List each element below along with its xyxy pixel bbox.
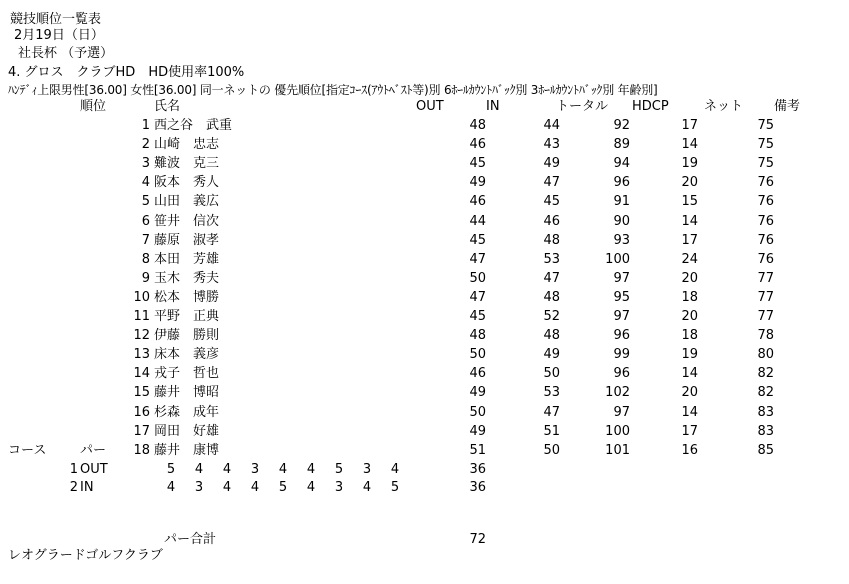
in-score-cell: 46: [543, 213, 560, 229]
in-score-cell: 53: [543, 251, 560, 267]
net-score-cell: 82: [757, 366, 774, 382]
in-score-cell: 52: [543, 309, 560, 324]
in-score-cell: 48: [543, 289, 560, 305]
player-name-cell: 本田 芳雄: [154, 251, 220, 267]
out-score-cell: 46: [469, 194, 486, 210]
hdcp-cell: 18: [681, 289, 698, 305]
hdcp-cell: 19: [681, 156, 698, 172]
net-score-cell: 78: [757, 328, 774, 344]
hdcp-cell: 20: [681, 175, 698, 191]
in-score-cell: 43: [543, 137, 560, 153]
player-name-cell: 松本 博勝: [154, 289, 220, 305]
course-name: OUT: [80, 462, 108, 477]
event-name: 社長杯 （予選）: [18, 46, 114, 61]
net-score-cell: 75: [757, 137, 774, 153]
hdcp-cell: 19: [681, 347, 698, 363]
hole-par-cell: 4: [362, 480, 372, 495]
total-score-cell: 96: [613, 366, 630, 382]
net-score-cell: 76: [757, 175, 774, 191]
in-score-cell: 47: [543, 175, 560, 191]
hole-par-cell: 4: [306, 462, 316, 477]
hdcp-cell: 20: [681, 385, 698, 401]
in-score-cell: 53: [543, 385, 560, 401]
player-name-cell: 笹井 信次: [154, 213, 220, 229]
course-par-total: 36: [469, 462, 486, 477]
hole-par-cell: 4: [278, 462, 288, 477]
out-score-cell: 50: [469, 404, 486, 420]
player-name-cell: 阪本 秀人: [154, 175, 220, 191]
col-header-note: 備考: [774, 99, 801, 114]
total-score-cell: 94: [613, 156, 630, 172]
course-par-total: 36: [469, 480, 486, 495]
hdcp-cell: 14: [681, 404, 698, 420]
player-name-cell: 山田 義広: [154, 194, 220, 210]
in-score-cell: 50: [543, 442, 560, 458]
scoring-format: 4. グロス クラブHD HD使用率100%: [8, 65, 245, 80]
hdcp-cell: 17: [681, 118, 698, 133]
net-score-cell: 82: [757, 385, 774, 401]
net-score-cell: 77: [757, 270, 774, 286]
rank-cell: 4: [141, 175, 150, 191]
hole-par-cell: 4: [166, 480, 176, 495]
event-date: 2月19日（日）: [14, 28, 104, 43]
hole-par-cell: 3: [362, 462, 372, 477]
par-label: パー: [80, 443, 107, 458]
rank-cell: 10: [133, 289, 150, 305]
total-score-cell: 90: [613, 213, 630, 229]
player-name-cell: 山崎 忠志: [154, 137, 220, 153]
player-name-cell: 西之谷 武重: [154, 118, 233, 133]
col-header-hdcp: HDCP: [632, 99, 669, 114]
player-name-cell: 難波 克三: [154, 156, 220, 172]
hdcp-cell: 17: [681, 423, 698, 439]
hdcp-cell: 18: [681, 328, 698, 344]
total-score-cell: 97: [613, 309, 630, 324]
player-name-cell: 伊藤 勝則: [154, 328, 220, 344]
hole-par-cell: 4: [222, 462, 232, 477]
rank-cell: 3: [141, 156, 150, 172]
hole-par-cell: 5: [334, 462, 344, 477]
hole-par-cell: 5: [166, 462, 176, 477]
player-name-cell: 藤原 淑孝: [154, 232, 220, 248]
total-score-cell: 93: [613, 232, 630, 248]
rank-cell: 8: [141, 251, 150, 267]
net-score-cell: 83: [757, 404, 774, 420]
rank-cell: 2: [141, 137, 150, 153]
handicap-rules: ﾊﾝﾃﾞｨ上限男性[36.00] 女性[36.00] 同一ネットの 優先順位[指定ｺｰｽ(ｱｳﾄﾍﾞｽﾄ等)別 6ﾎｰﾙｶｳﾝﾄﾊﾞｯｸ別 3ﾎｰﾙｶｳﾝﾄﾊﾞｯｸ別 年齢別]: [8, 83, 658, 97]
rank-cell: 13: [133, 347, 150, 363]
rank-cell: 15: [133, 385, 150, 401]
rank-cell: 9: [141, 270, 150, 286]
in-score-cell: 45: [543, 194, 560, 210]
total-score-cell: 100: [605, 423, 630, 439]
hole-par-cell: 5: [390, 480, 400, 495]
course-label: コース: [8, 443, 47, 458]
net-score-cell: 85: [757, 442, 774, 458]
net-score-cell: 77: [757, 289, 774, 305]
hole-par-cell: 4: [306, 480, 316, 495]
col-header-net: ネット: [704, 99, 744, 114]
total-score-cell: 102: [605, 385, 630, 401]
rank-cell: 16: [133, 404, 150, 420]
col-header-rank: 順位: [80, 99, 107, 114]
rank-cell: 14: [133, 366, 150, 382]
in-score-cell: 44: [543, 118, 560, 133]
in-score-cell: 48: [543, 328, 560, 344]
rank-cell: 7: [141, 232, 150, 248]
player-name-cell: 杉森 成年: [154, 404, 220, 420]
hole-par-cell: 4: [390, 462, 400, 477]
in-score-cell: 50: [543, 366, 560, 382]
net-score-cell: 76: [757, 213, 774, 229]
net-score-cell: 75: [757, 118, 774, 133]
hole-par-cell: 3: [334, 480, 344, 495]
net-score-cell: 76: [757, 232, 774, 248]
total-score-cell: 101: [605, 442, 630, 458]
rank-cell: 6: [141, 213, 150, 229]
hole-par-cell: 3: [250, 462, 260, 477]
out-score-cell: 50: [469, 347, 486, 363]
net-score-cell: 80: [757, 347, 774, 363]
total-score-cell: 97: [613, 270, 630, 286]
rank-cell: 17: [133, 423, 150, 439]
report-title: 競技順位一覧表: [10, 12, 102, 27]
net-score-cell: 77: [757, 309, 774, 324]
hdcp-cell: 16: [681, 442, 698, 458]
net-score-cell: 83: [757, 423, 774, 439]
player-name-cell: 戎子 哲也: [154, 366, 220, 382]
player-name-cell: 床本 義彦: [154, 347, 220, 363]
total-score-cell: 96: [613, 328, 630, 344]
total-score-cell: 95: [613, 289, 630, 305]
hdcp-cell: 14: [681, 213, 698, 229]
player-name-cell: 岡田 好雄: [154, 423, 220, 439]
hdcp-cell: 20: [681, 309, 698, 324]
col-header-total: トータル: [556, 99, 609, 114]
out-score-cell: 47: [469, 289, 486, 305]
hole-par-cell: 4: [194, 462, 204, 477]
rank-cell: 18: [133, 442, 150, 458]
hole-par-cell: 5: [278, 480, 288, 495]
total-score-cell: 91: [613, 194, 630, 210]
in-score-cell: 47: [543, 404, 560, 420]
par-total-label: パー合計: [164, 532, 217, 547]
total-score-cell: 92: [613, 118, 630, 133]
hole-par-cell: 4: [222, 480, 232, 495]
out-score-cell: 47: [469, 251, 486, 267]
total-score-cell: 96: [613, 175, 630, 191]
out-score-cell: 51: [469, 442, 486, 458]
rank-cell: 1: [141, 118, 150, 133]
out-score-cell: 44: [469, 213, 486, 229]
in-score-cell: 49: [543, 347, 560, 363]
in-score-cell: 49: [543, 156, 560, 172]
out-score-cell: 49: [469, 423, 486, 439]
out-score-cell: 49: [469, 385, 486, 401]
col-header-name: 氏名: [154, 99, 181, 114]
in-score-cell: 48: [543, 232, 560, 248]
total-score-cell: 97: [613, 404, 630, 420]
hdcp-cell: 14: [681, 366, 698, 382]
out-score-cell: 46: [469, 366, 486, 382]
col-header-in: IN: [486, 99, 500, 114]
player-name-cell: 藤井 博昭: [154, 385, 220, 401]
out-score-cell: 48: [469, 328, 486, 344]
net-score-cell: 76: [757, 194, 774, 210]
course-number: 1: [69, 462, 78, 477]
total-score-cell: 100: [605, 251, 630, 267]
golf-club-name: レオグラードゴルフクラブ: [8, 548, 163, 563]
par-total-value: 72: [469, 532, 486, 547]
hole-par-cell: 4: [250, 480, 260, 495]
in-score-cell: 47: [543, 270, 560, 286]
hdcp-cell: 14: [681, 137, 698, 153]
out-score-cell: 49: [469, 175, 486, 191]
course-name: IN: [80, 480, 94, 495]
out-score-cell: 46: [469, 137, 486, 153]
net-score-cell: 76: [757, 251, 774, 267]
col-header-out: OUT: [416, 99, 444, 114]
out-score-cell: 45: [469, 309, 486, 324]
hdcp-cell: 24: [681, 251, 698, 267]
in-score-cell: 51: [543, 423, 560, 439]
player-name-cell: 玉木 秀夫: [154, 270, 220, 286]
course-number: 2: [69, 480, 78, 495]
net-score-cell: 75: [757, 156, 774, 172]
out-score-cell: 45: [469, 156, 486, 172]
rank-cell: 12: [133, 328, 150, 344]
player-name-cell: 平野 正典: [154, 309, 220, 324]
out-score-cell: 50: [469, 270, 486, 286]
hdcp-cell: 17: [681, 232, 698, 248]
out-score-cell: 48: [469, 118, 486, 133]
player-name-cell: 藤井 康博: [154, 442, 220, 458]
hdcp-cell: 15: [681, 194, 698, 210]
total-score-cell: 89: [613, 137, 630, 153]
hole-par-cell: 3: [194, 480, 204, 495]
rank-cell: 5: [141, 194, 150, 210]
hdcp-cell: 20: [681, 270, 698, 286]
out-score-cell: 45: [469, 232, 486, 248]
total-score-cell: 99: [613, 347, 630, 363]
rank-cell: 11: [133, 309, 150, 324]
